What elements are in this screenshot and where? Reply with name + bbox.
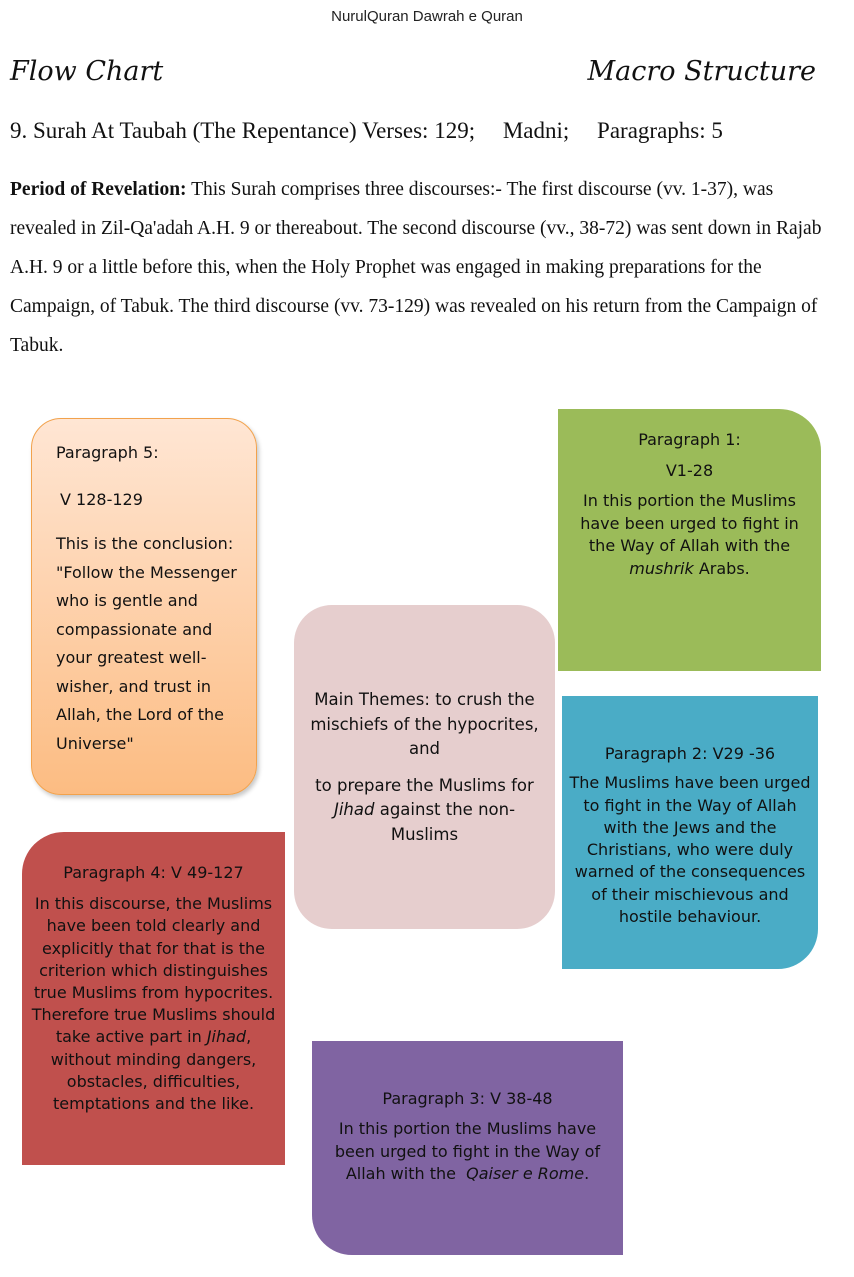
surah-info-line xyxy=(10,118,840,144)
paragraph-1-emphasis: mushrik xyxy=(629,558,694,578)
paragraph-1-body xyxy=(574,490,805,580)
paragraph-1-box xyxy=(558,409,821,671)
main-themes-line-2-start: to prepare the Muslims for xyxy=(315,775,534,795)
main-themes-box xyxy=(294,605,555,929)
paragraph-4-box xyxy=(22,832,285,1165)
paragraph-3-body xyxy=(320,1118,615,1185)
paragraph-4-body xyxy=(30,893,277,1115)
paragraph-3-title: Paragraph 3: V 38-48 xyxy=(382,1089,553,1108)
paragraph-2-body: The Muslims have been urged to fight in the Way of Allah with the Jews and the Christians, who were duly warned of the consequences of their mischievous and hostile behaviour. xyxy=(569,773,811,927)
paragraph-3-box xyxy=(312,1041,623,1255)
paragraph-1-body-text: In this portion the Muslims have been urged to fight in the Way of Allah with the xyxy=(580,491,799,555)
surah-paragraph-count: Paragraphs: 5 xyxy=(597,118,723,143)
main-themes-line-2 xyxy=(308,774,541,848)
surah-type: Madni; xyxy=(502,118,570,143)
paragraph-4-body-text: In this discourse, the Muslims have been told clearly and explicitly that for that is the criterion which distinguishes true Muslims from hypocrites. Therefore true Muslims should take active part in xyxy=(31,894,276,1047)
paragraph-1-title: Paragraph 1: xyxy=(638,430,741,449)
main-themes-line-2-end: against the non- Muslims xyxy=(379,800,516,844)
page-header: NurulQuran Dawrah e Quran xyxy=(331,8,523,25)
main-themes-emphasis: Jihad xyxy=(333,800,375,819)
surah-name: 9. Surah At Taubah (The Repentance) Verses: 129; xyxy=(10,118,476,143)
paragraph-5-body: This is the conclusion: "Follow the Messenger who is gentle and compassionate and your greatest well-wisher, and trust in Allah, the Lord of the Universe" xyxy=(56,534,237,753)
paragraph-5-verses: V 128-129 xyxy=(60,489,143,509)
paragraph-3-emphasis: Qaiser e Rome xyxy=(466,1163,585,1183)
macro-structure-title: Macro Structure xyxy=(587,56,816,87)
main-themes-line-1: Main Themes: to crush the mischiefs of the hypocrites, and xyxy=(310,690,539,758)
revelation-text: This Surah comprises three discourses:- The first discourse (vv. 1-37), was revealed in Zil-Qa'adah A.H. 9 or thereabout. The second discourse (vv., 38-72) was sent down in Rajab A.H. 9 or a little before this, when the Holy Prophet was engaged in making preparations for the Campaign, of Tabuk. The third discourse (vv. 73-129) was revealed on his return from the Campaign of Tabuk. xyxy=(10,179,822,356)
paragraph-4-body-end: , without minding dangers, obstacles, difficulties, temptations and the like. xyxy=(50,1027,257,1114)
paragraph-3-body-end: . xyxy=(584,1163,590,1183)
paragraph-5-title: Paragraph 5: xyxy=(56,443,159,462)
paragraph-3-body-text: In this portion the Muslims have been urged to fight in the Way of Allah with the xyxy=(334,1119,601,1183)
paragraph-4-title: Paragraph 4: V 49-127 xyxy=(63,863,244,882)
paragraph-4-emphasis: Jihad xyxy=(206,1027,247,1047)
flow-chart-title: Flow Chart xyxy=(10,56,164,87)
paragraph-1-body-end: Arabs. xyxy=(698,558,750,578)
paragraph-2-box xyxy=(562,696,818,969)
revelation-label: Period of Revelation: xyxy=(10,179,187,200)
paragraph-2-title: Paragraph 2: V29 -36 xyxy=(604,744,776,763)
paragraph-1-verses: V1-28 xyxy=(665,460,714,480)
period-of-revelation xyxy=(10,170,840,365)
paragraph-5-box xyxy=(31,418,257,795)
